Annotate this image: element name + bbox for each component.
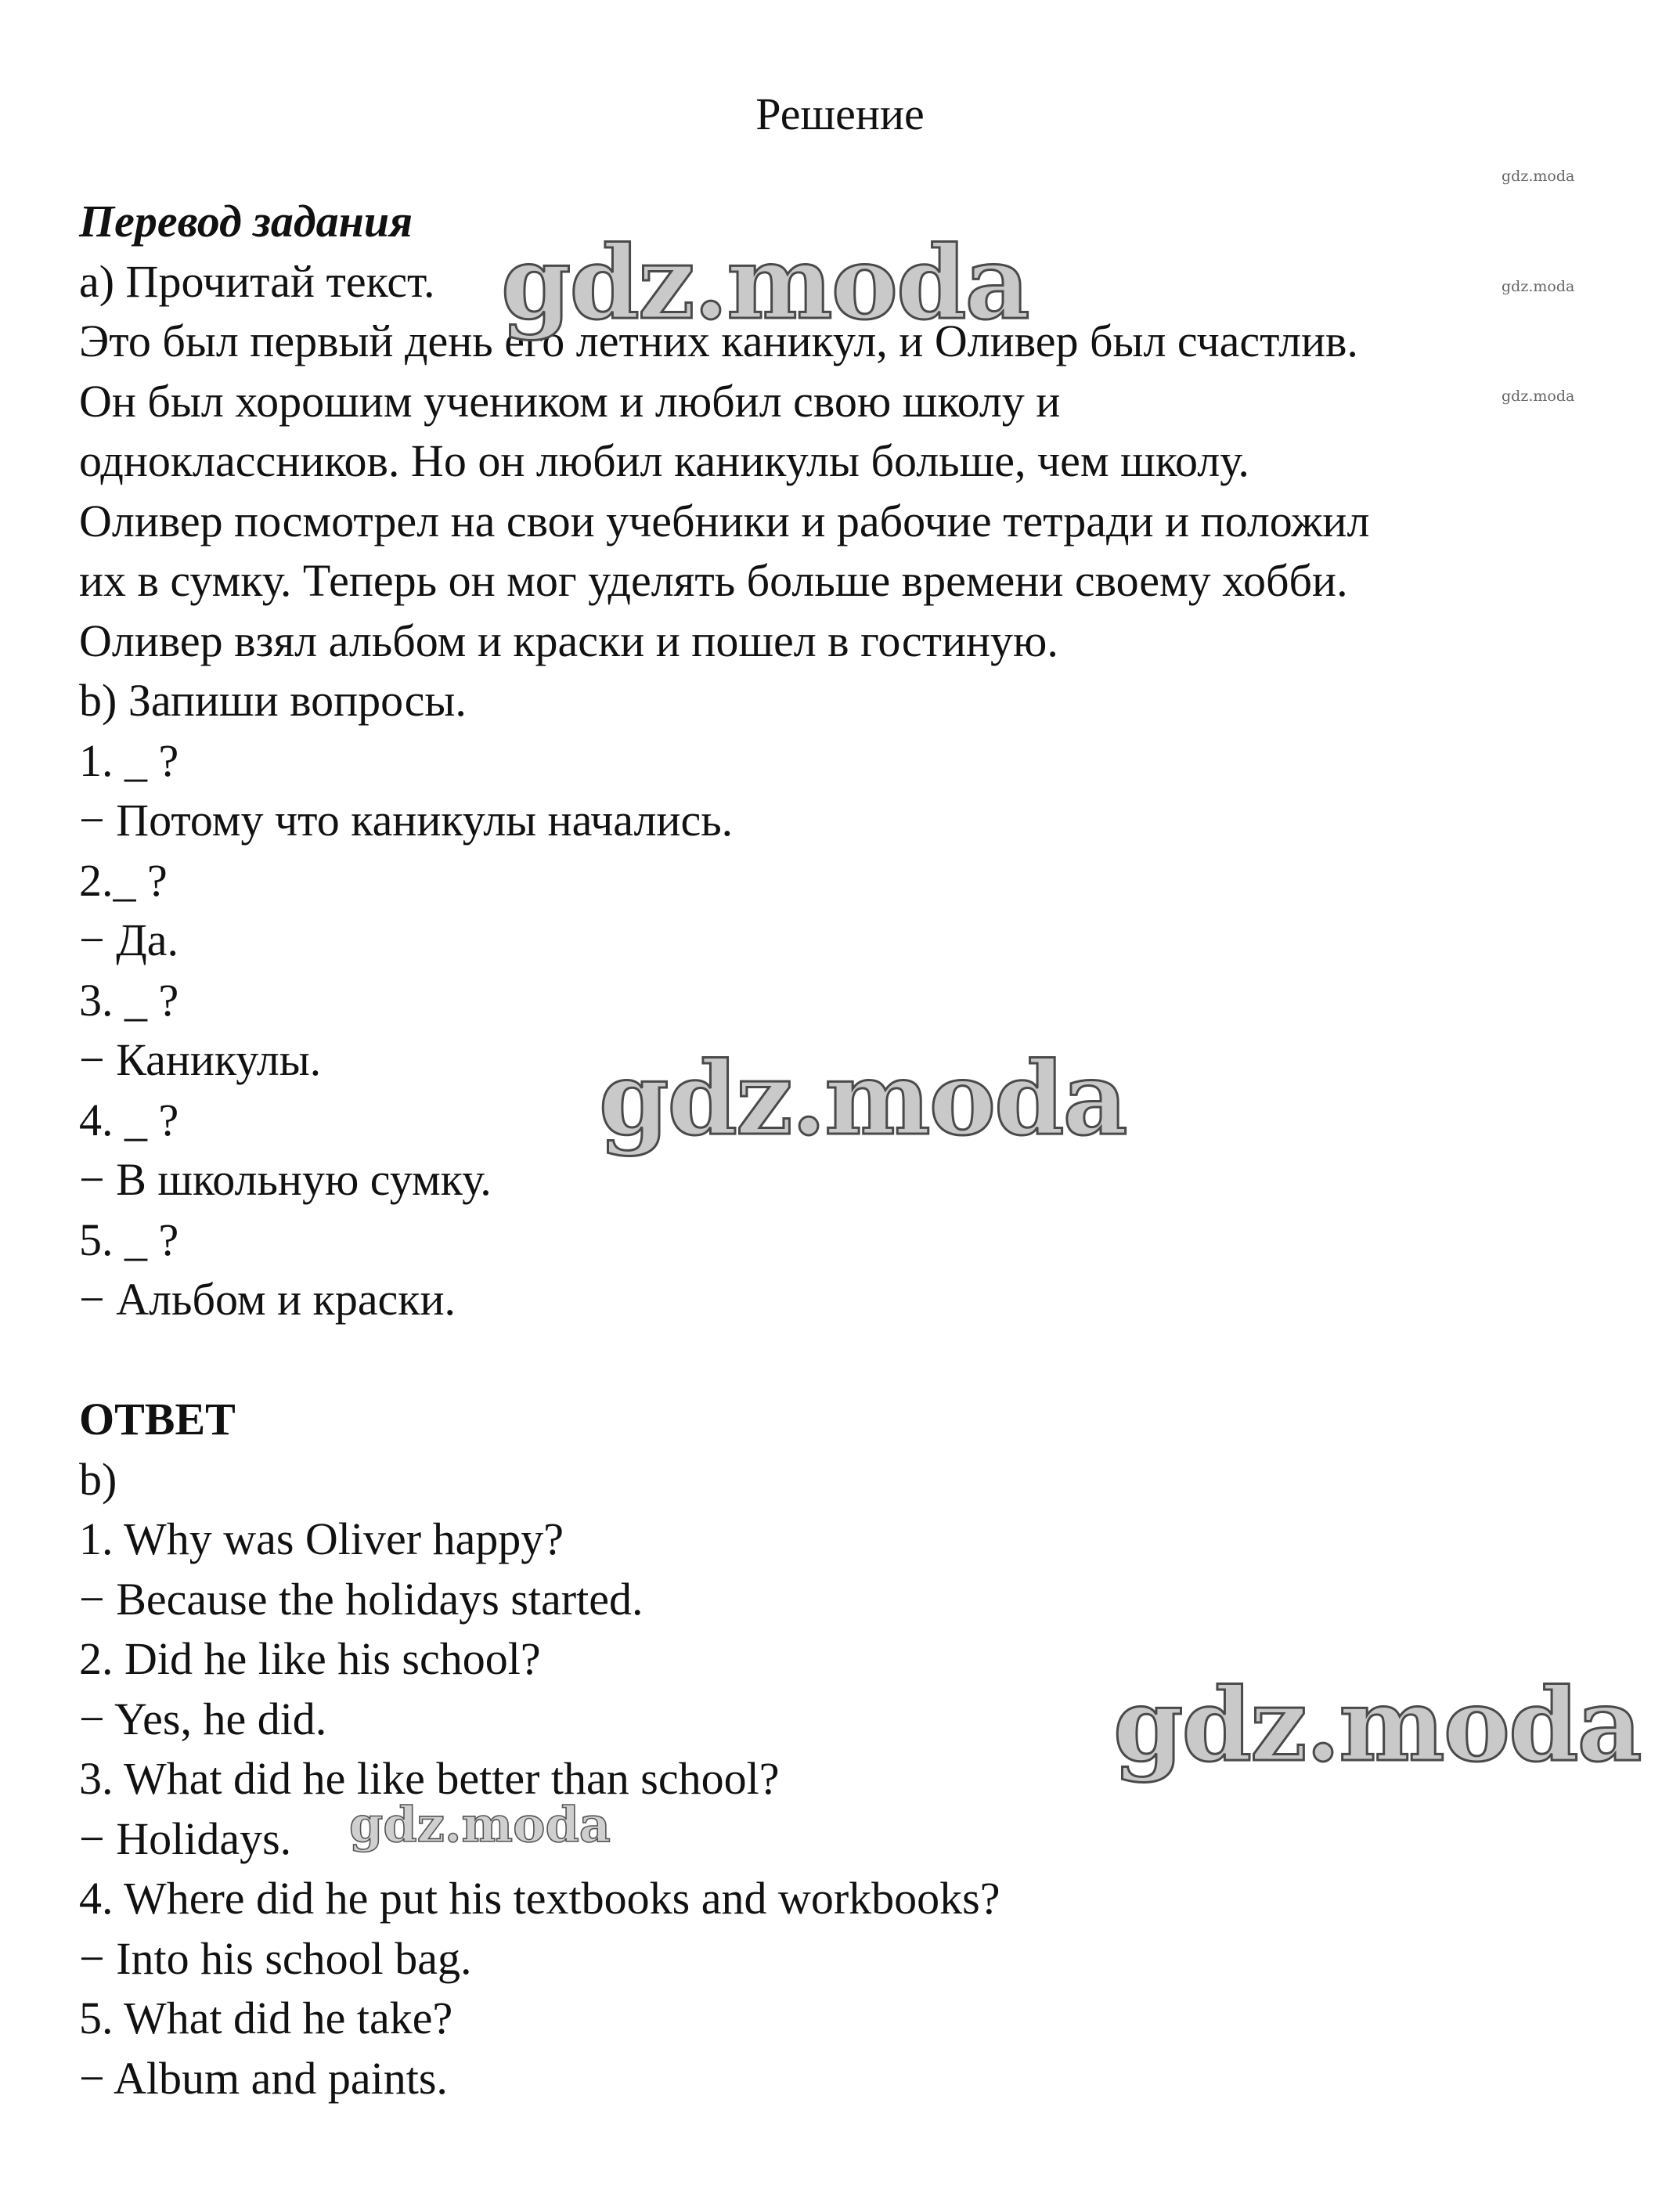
answer-line: − Album and paints. <box>79 2052 448 2104</box>
answer-line: − В школьную сумку. <box>79 1154 492 1205</box>
watermark-small: gdz.moda <box>1502 278 1575 295</box>
text-line: Это был первый день его летних каникул, и Оливер был счастлив. <box>79 316 1358 366</box>
answer-line: − Yes, he did. <box>79 1693 327 1744</box>
question-line: 4. Where did he put his textbooks and workbooks? <box>79 1873 1000 1924</box>
text-line: Оливер взял альбом и краски и пошел в гостиную. <box>79 615 1058 666</box>
page-title: Решение <box>755 88 925 139</box>
answer-heading: ОТВЕТ <box>79 1394 236 1445</box>
watermark-medium: gdz.moda <box>349 1796 611 1853</box>
answer-line: − Альбом и краски. <box>79 1274 456 1325</box>
answer-line: − Into his school bag. <box>79 1932 472 1984</box>
question-line: 2. Did he like his school? <box>79 1633 541 1684</box>
task-b-instruction: b) Запиши вопросы. <box>79 675 467 726</box>
watermark-small: gdz.moda <box>1502 168 1575 185</box>
question-blank: 1. _ ? <box>79 734 179 786</box>
answer-line: − Потому что каникулы начались. <box>79 795 734 846</box>
answer-line: − Because the holidays started. <box>79 1573 644 1625</box>
text-line: их в сумку. Теперь он мог уделять больше времени своему хобби. <box>79 555 1348 606</box>
question-line: 1. Why was Oliver happy? <box>79 1513 564 1564</box>
question-blank: 2._ ? <box>79 854 168 906</box>
translation-heading: Перевод задания <box>79 196 413 247</box>
question-blank: 4. _ ? <box>79 1094 179 1145</box>
answer-line: − Да. <box>79 914 179 965</box>
text-line: Оливер посмотрел на свои учебники и рабочие тетради и положил <box>79 495 1370 546</box>
text-line: одноклассников. Но он любил каникулы больше, чем школу. <box>79 435 1249 486</box>
answer-line: − Holidays. <box>79 1812 292 1864</box>
text-line: Он был хорошим учеником и любил свою школу и <box>79 375 1061 427</box>
watermark-large: gdz.moda <box>599 1041 1127 1158</box>
task-a-instruction: a) Прочитай текст. <box>79 255 435 307</box>
section-spacer <box>79 1330 1645 1390</box>
question-blank: 3. _ ? <box>79 974 179 1026</box>
watermark-large: gdz.moda <box>501 225 1029 342</box>
question-line: 5. What did he take? <box>79 1993 453 2043</box>
question-line: 3. What did he like better than school? <box>79 1753 780 1804</box>
watermark-large: gdz.moda <box>1113 1667 1641 1784</box>
answer-line: − Каникулы. <box>79 1034 322 1085</box>
answer-part-label: b) <box>79 1453 117 1505</box>
question-blank: 5. _ ? <box>79 1214 179 1265</box>
watermark-small: gdz.moda <box>1502 388 1575 405</box>
